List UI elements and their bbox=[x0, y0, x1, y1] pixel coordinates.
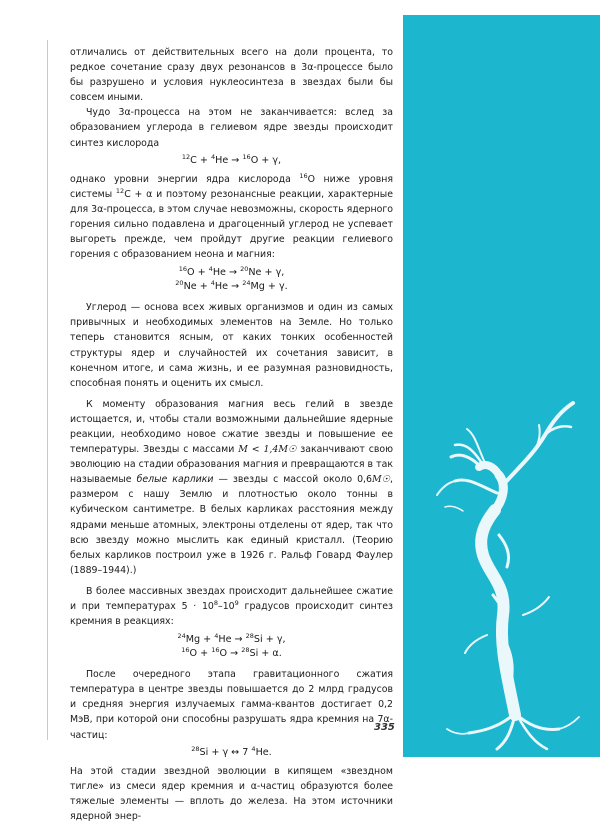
tree-woman-figure-icon bbox=[403, 15, 600, 757]
paragraph-6: В более массивных звездах происходит дальнейшее сжатие и при температурах $5 \cdot 10^8-10^9$ градусов происходит синтез кремния в реакциях: bbox=[70, 585, 393, 628]
paragraph-2: Чудо 3α-процесса на этом не заканчивается: вслед за образованием углерода в гелиевом ядре звезды происходит синтез кислорода bbox=[70, 107, 393, 149]
paragraph-5: К моменту образования магния весь гелий в звезде истощается, и, чтобы стали возможными дальнейшие ядерные реакции, необходимо новое сжатие звезды и повышение ее температуры. Звезды с массами M < 1,4M☉ заканчивают свою эволюцию на стадии образования магния и превращаются в так называемые белые карлики — звезды с массой около 0,6M☉, размером с нашу Землю и плотностью около тонны в кубическом сантиметре. В белых карликах расстояния между ядрами меньше атомных, электроны отделены от ядер, так что всю звезду можно мыслить как единый кристалл. (Теорию белых карликов построил уже в 1926 г. Ральф Говард Фаулер (1889–1944).) bbox=[70, 398, 394, 576]
equation-2: $^{16}$O + $^4$He → $^{20}$Ne + γ, $^{20}$Ne + $^4$He → $^{24}$Mg + γ. bbox=[175, 265, 288, 293]
equation-3: $^{24}$Mg + $^4$He → $^{28}$Si + γ, $^{16}$O + $^{16}$O → $^{28}$Si + α. bbox=[177, 632, 286, 660]
paragraph-8: На этой стадии звездной эволюции в кипящем «звездном тигле» из смеси ядер кремния и α-частиц образуются более тяжелые элементы — вплоть до железа. На этом источники ядерной энер- bbox=[70, 765, 393, 822]
paragraph-1: отличались от действительных всего на доли процента, то редкое сочетание сразу двух резонансов в 3α-процессе было бы разрушено и условия нуклеосинтеза в звездах были бы совсем иными. bbox=[70, 47, 393, 104]
margin-rule bbox=[47, 40, 48, 740]
paragraph-7: После очередного этапа гравитационного сжатия температура в центре звезды повышается до 2 млрд градусов и средняя энергия излучаемых гамма-квантов достигает 0,2 МэВ, при которой они способны разрушать ядра кремния на 7α-частиц: bbox=[70, 669, 393, 741]
body-text bbox=[70, 45, 393, 824]
equation-1: $^{12}$C + $^4$He → $^{16}$O + γ, bbox=[181, 152, 282, 166]
equation-4: $^{28}$Si + γ ↔ 7 $^4$He. bbox=[191, 744, 272, 758]
paragraph-3: однако уровни энергии ядра кислорода $^{16}$O ниже уровня системы $^{12}$C + α и поэтому резонансные реакции, характерные для 3α-процесса, в этом случае невозможны, скорость ядерного горения сильно подавлена и драгоценный углерод не успевает выгореть прежде, чем пройдут другие реакции гелиевого горения с образованием неона и магния: bbox=[70, 171, 393, 261]
paragraph-4: Углерод — основа всех живых организмов и один из самых привычных и необходимых элементов на Земле. Но только теперь становится ясным, от каких тонких особенностей структуры ядер и случайностей их сочетания зависит, в конечном итоге, и сама жизнь, и ее разумная разновидность, способная понять и оценить их смысл. bbox=[70, 302, 393, 389]
decorative-sidebar bbox=[403, 15, 600, 757]
page-number: 335 bbox=[374, 722, 395, 733]
